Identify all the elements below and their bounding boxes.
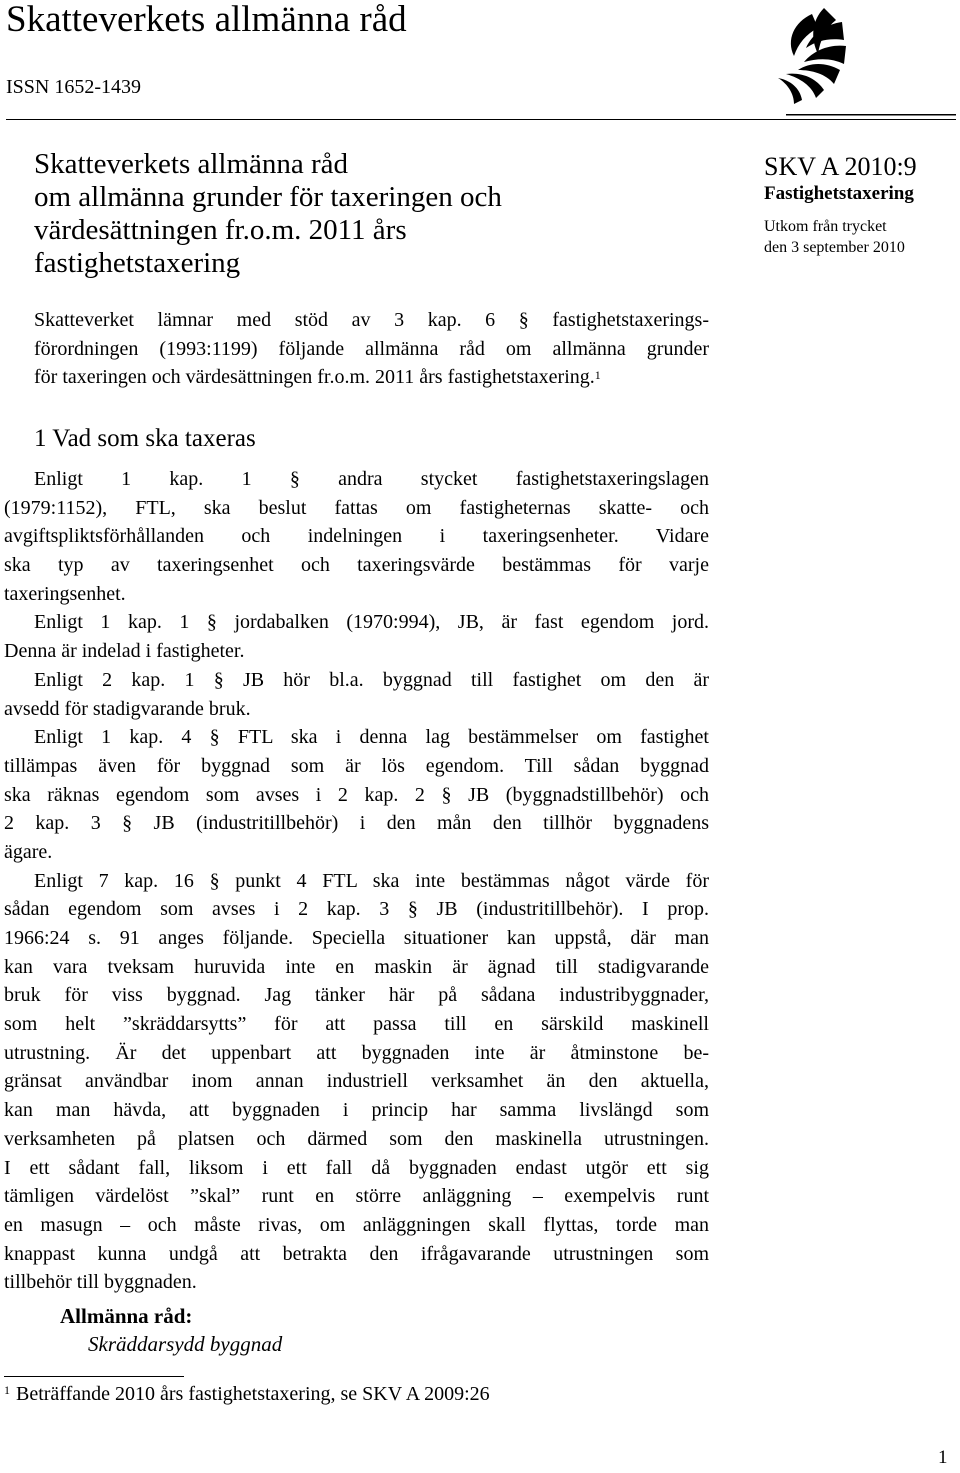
section-body bbox=[4, 465, 709, 1297]
body-line: knappast kunna undgå att betrakta den ifrågavarande utrustningen som bbox=[4, 1242, 709, 1265]
body-line: I ett sådant fall, liksom i ett fall då byggnaden endast utgör ett sig bbox=[4, 1156, 709, 1179]
skatteverket-logo-icon bbox=[772, 4, 956, 116]
body-line: ägare. bbox=[4, 840, 53, 863]
footnote-divider bbox=[4, 1376, 184, 1377]
publication-line: den 3 september 2010 bbox=[764, 239, 905, 256]
body-line: kan man hävda, att byggnaden i princip har samma livslängd som bbox=[4, 1099, 709, 1122]
publication-line: Utkom från trycket bbox=[764, 218, 887, 235]
document-title bbox=[34, 148, 594, 280]
general-advice-subtitle: Skräddarsydd byggnad bbox=[88, 1332, 283, 1356]
body-line: taxeringsenhet. bbox=[4, 582, 126, 605]
body-line: tillämpas även för byggnad som är lös egendom. Till sådan byggnad bbox=[4, 754, 709, 777]
body-line: avgiftspliktsförhållanden och indelningen i taxeringsenheter. Vidare bbox=[4, 525, 709, 548]
intro-line: förordningen (1993:1199) följande allmänna råd om allmänna grunder bbox=[34, 337, 709, 360]
body-line: Enligt 1 kap. 1 § andra stycket fastighetstaxeringslagen bbox=[34, 468, 709, 490]
body-line: ska räknas egendom som avses i 2 kap. 2 § JB (byggnadstillbehör) och bbox=[4, 783, 709, 806]
body-line: Enligt 7 kap. 16 § punkt 4 FTL ska inte bestämmas något värde för bbox=[34, 869, 709, 892]
document-title-line: Skatteverkets allmänna råd bbox=[34, 148, 349, 180]
body-line: Enligt 2 kap. 1 § JB hör bl.a. byggnad till fastighet om den är bbox=[34, 668, 709, 691]
body-line: en masugn – och måste rivas, om anläggningen skall flyttas, torde man bbox=[4, 1213, 709, 1236]
footnote-reference[interactable]: 1 bbox=[594, 368, 601, 383]
publication-date bbox=[764, 216, 960, 258]
body-line: ska typ av taxeringsenhet och taxeringsvärde bestämmas för varje bbox=[4, 554, 709, 577]
body-line: 2 kap. 3 § JB (industritillbehör) i den mån den tillhör byggnadens bbox=[4, 812, 709, 835]
body-line: sådan egendom som avses i 2 kap. 3 § JB (industritillbehör). I prop. bbox=[4, 898, 709, 921]
body-line: tillbehör till byggnaden. bbox=[4, 1271, 197, 1294]
document-title-line: fastighetstaxering bbox=[34, 247, 241, 279]
page-title: Skatteverkets allmänna råd bbox=[6, 0, 407, 40]
body-line: Enligt 1 kap. 1 § jordabalken (1970:994), JB, är fast egendom jord. bbox=[34, 611, 709, 634]
body-line: bruk för viss byggnad. Jag tänker här på sådana industribyggnader, bbox=[4, 984, 709, 1007]
footnote bbox=[4, 1380, 490, 1408]
body-line: 1966:24 s. 91 anges följande. Speciella situationer kan uppstå, där man bbox=[4, 927, 709, 949]
general-advice-label: Allmänna råd: bbox=[60, 1304, 193, 1328]
intro-line bbox=[34, 363, 709, 392]
body-line: verksamheten på platsen och därmed som den maskinella utrustningen. bbox=[4, 1127, 709, 1150]
body-line: (1979:1152), FTL, ska beslut fattas om fastigheternas skatte- och bbox=[4, 496, 709, 519]
skv-info-block bbox=[764, 152, 960, 258]
body-line: avsedd för stadigvarande bruk. bbox=[4, 697, 251, 720]
body-line: utrustning. Är det uppenbart att byggnaden inte är åtminstone be- bbox=[4, 1041, 709, 1064]
body-line: gränsat användbar inom annan industriell verksamhet än den aktuella, bbox=[4, 1070, 709, 1093]
body-line: som helt ”skräddarsytts” för att passa till en särskild maskinell bbox=[4, 1013, 709, 1036]
skv-code: SKV A 2010:9 bbox=[764, 152, 917, 181]
intro-line-text: för taxeringen och värdesättningen fr.o.m. 2011 års fastighetstaxering. bbox=[34, 366, 595, 389]
general-advice bbox=[60, 1302, 282, 1358]
body-line: tämligen värdelöst ”skal” runt en större anläggning – exempelvis runt bbox=[4, 1185, 709, 1208]
issn-number: ISSN 1652-1439 bbox=[6, 76, 142, 98]
document-title-line: värdesättningen fr.o.m. 2011 års bbox=[34, 214, 407, 246]
intro-line: Skatteverket lämnar med stöd av 3 kap. 6 § fastighetstaxerings- bbox=[34, 309, 709, 331]
body-line: Denna är indelad i fastigheter. bbox=[4, 640, 245, 663]
intro-paragraph bbox=[34, 306, 709, 392]
body-line: Enligt 1 kap. 4 § FTL ska i denna lag bestämmelser om fastighet bbox=[34, 726, 709, 749]
page-number: 1 bbox=[938, 1447, 948, 1468]
footnote-text: Beträffande 2010 års fastighetstaxering, se SKV A 2009:26 bbox=[16, 1383, 490, 1405]
body-line: kan vara tveksam huruvida inte en maskin är ägnad till stadigvarande bbox=[4, 955, 709, 978]
skv-subject: Fastighetstaxering bbox=[764, 183, 914, 204]
section-heading: 1 Vad som ska taxeras bbox=[34, 425, 256, 452]
document-title-line: om allmänna grunder för taxeringen och bbox=[34, 181, 502, 213]
footnote-number: 1 bbox=[4, 1383, 10, 1397]
header-divider bbox=[6, 119, 956, 120]
